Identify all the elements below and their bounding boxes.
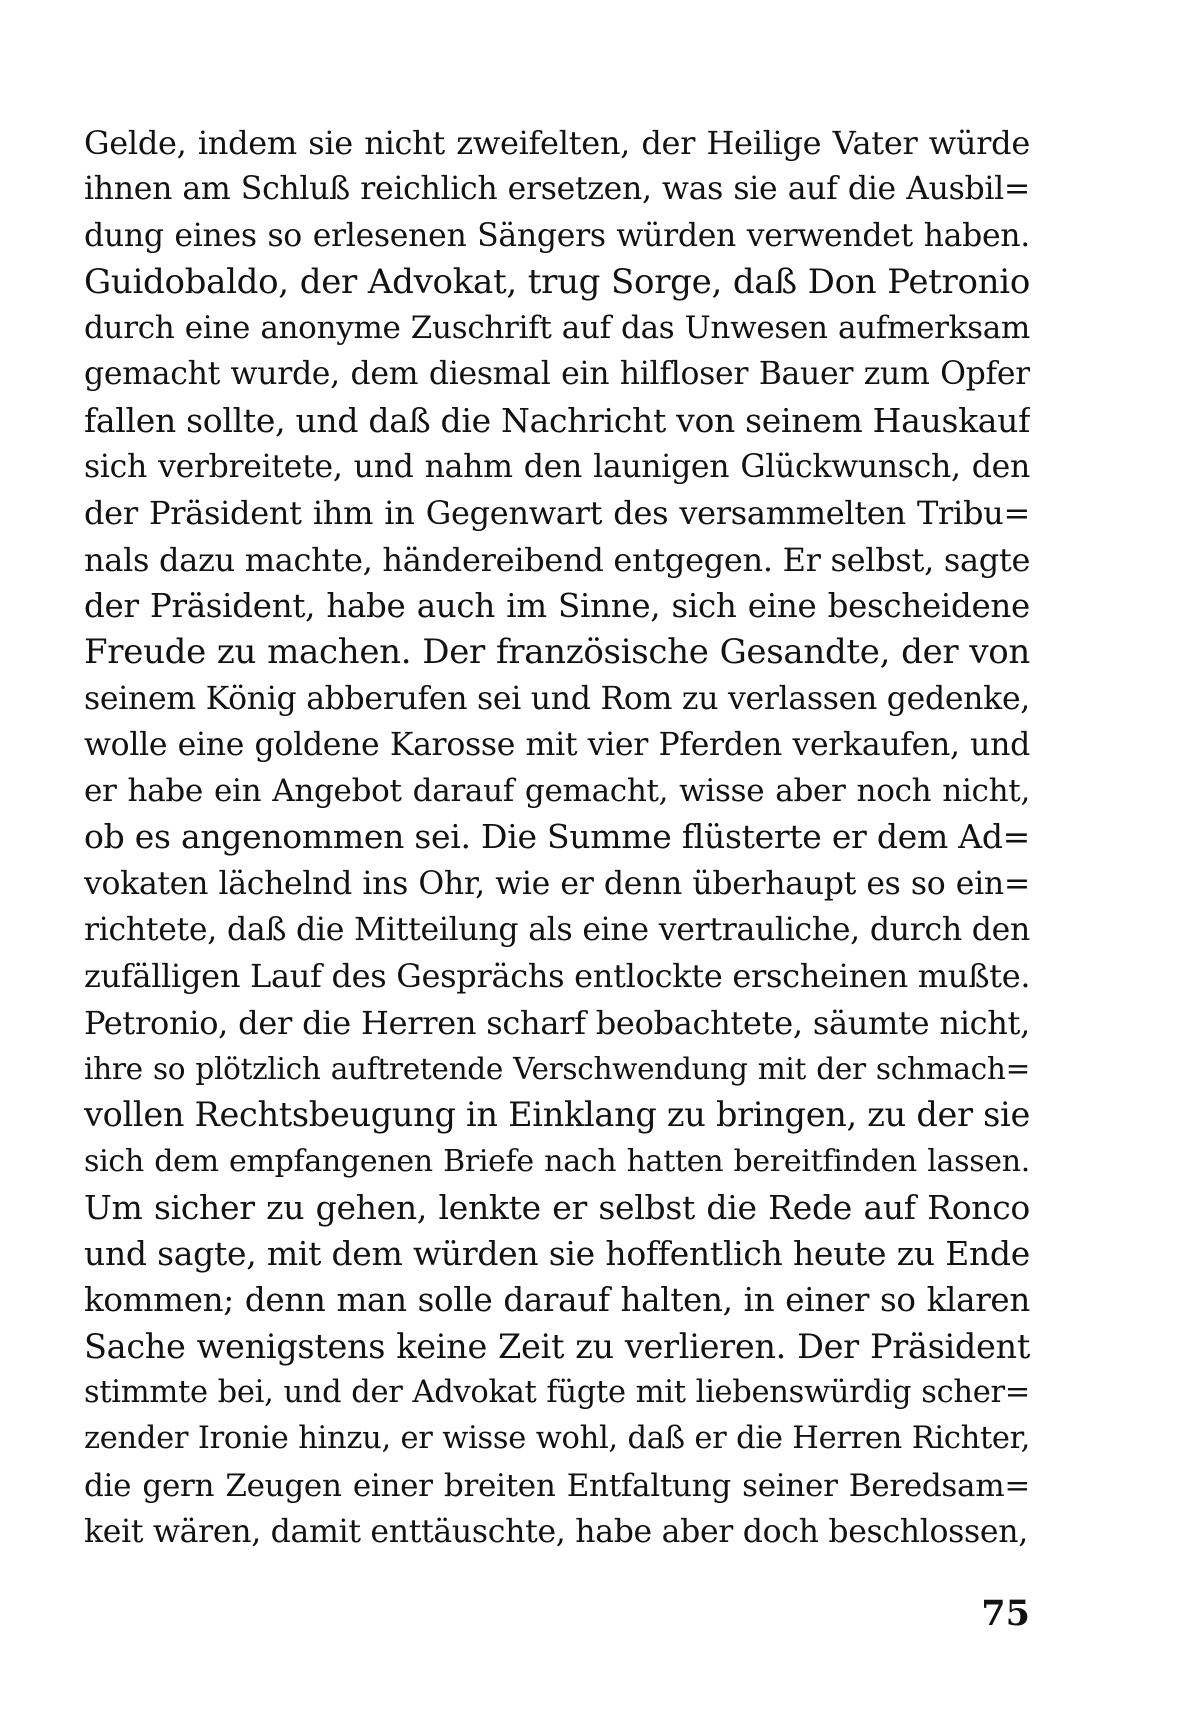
text-line-5: durch eine anonyme Zuschrift auf das Unwesen aufmerksam [84,310,1030,347]
text-line-16: ob es angenommen sei. Die Summe flüsterte er dem Ad= [84,817,1030,857]
text-line-3: dung eines so erlesenen Sängers würden verwendet haben. [84,217,1030,254]
page-number: 75 [981,1593,1030,1634]
body-text [84,120,1030,1555]
text-line-17: vokaten lächelnd ins Ohr, wie er denn überhaupt es so ein= [84,865,1030,902]
text-line-21: ihre so plötzlich auftretende Verschwendung mit der schmach= [84,1051,1030,1086]
text-line-30: die gern Zeugen einer breiten Entfaltung seiner Beredsam= [84,1467,1030,1504]
text-line-11: der Präsident, habe auch im Sinne, sich eine bescheidene [84,586,1030,625]
text-line-6: gemacht wurde, dem diesmal ein hilfloser Bauer zum Opfer [84,356,1030,393]
text-line-25: und sagte, mit dem würden sie hoffentlich heute zu Ende [84,1234,1030,1274]
text-line-28: stimmte bei, und der Advokat fügte mit liebenswürdig scher= [84,1375,1030,1411]
text-line-4: Guidobaldo, der Advokat, trug Sorge, daß Don Petronio [84,261,1030,302]
text-line-20: Petronio, der die Herren scharf beobachtete, säumte nicht, [84,1003,1030,1042]
text-line-22: vollen Rechtsbeugung in Einklang zu bringen, zu der sie [84,1095,1030,1135]
text-line-2: ihnen am Schluß reichlich ersetzen, was sie auf die Ausbil= [84,171,1030,208]
text-line-26: kommen; denn man solle darauf halten, in einer so klaren [84,1281,1030,1320]
text-line-31: keit wären, damit enttäuschte, habe aber doch beschlossen, [84,1513,1028,1550]
text-line-13: seinem König abberufen sei und Rom zu verlassen gedenke, [84,680,1030,717]
text-line-9: der Präsident ihm in Gegenwart des versammelten Tribu= [84,494,1030,533]
text-line-24: Um sicher zu gehen, lenkte er selbst die Rede auf Ronco [84,1187,1030,1227]
text-line-10: nals dazu machte, händereibend entgegen. Er selbst, sagte [84,540,1030,579]
text-line-15: er habe ein Angebot darauf gemacht, wisse aber noch nicht, [84,773,1030,810]
text-line-23: sich dem empfangenen Briefe nach hatten bereitfinden lassen. [84,1143,1030,1179]
text-line-29: zender Ironie hinzu, er wisse wohl, daß er die Herren Richter, [84,1421,1030,1457]
text-line-14: wolle eine goldene Karosse mit vier Pferden verkaufen, und [84,726,1030,763]
text-line-7: fallen sollte, und daß die Nachricht von seinem Hauskauf [84,400,1030,440]
text-line-19: zufälligen Lauf des Gesprächs entlockte erscheinen mußte. [84,957,1030,996]
text-line-12: Freude zu machen. Der französische Gesandte, der von [84,632,1030,673]
text-line-27: Sache wenigstens keine Zeit zu verlieren. Der Präsident [84,1326,1030,1366]
text-line-1: Gelde, indem sie nicht zweifelten, der Heilige Vater würde [84,124,1030,162]
text-line-18: richtete, daß die Mitteilung als eine vertrauliche, durch den [84,912,1030,949]
text-line-8: sich verbreitete, und nahm den launigen Glückwunsch, den [84,449,1030,486]
